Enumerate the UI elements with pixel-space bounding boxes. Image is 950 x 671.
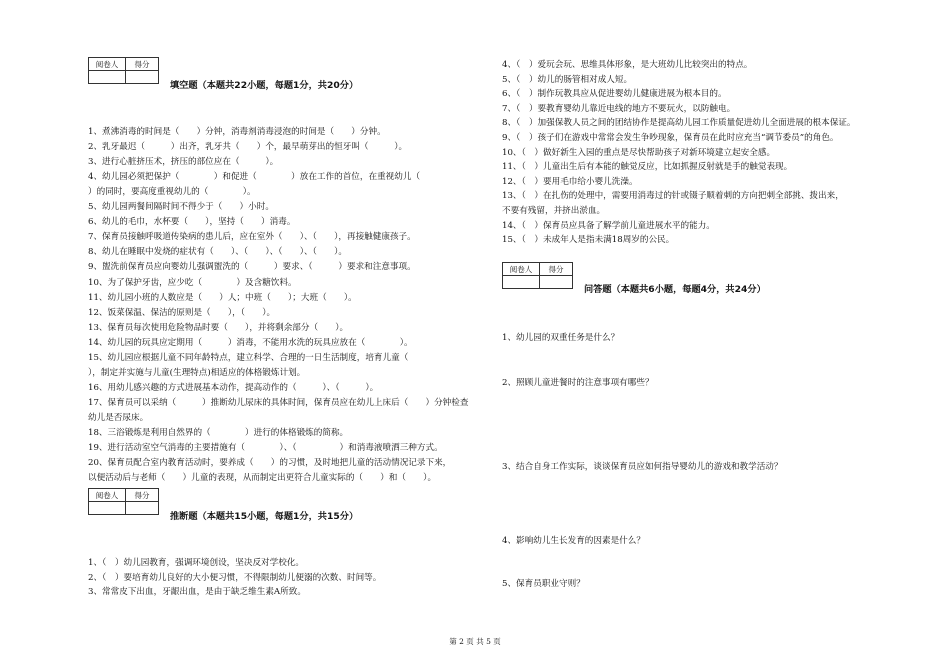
judge-question-line: 14、（ ）保育员应具备了解学前儿童进展水平的能力。	[502, 220, 715, 231]
qa-question: 5、保育员职业守则？	[502, 579, 585, 589]
judge-question-line: 不要有残留，并挤出淤血。	[502, 206, 606, 216]
judge-question-line: 2、（ ）要培育幼儿良好的大小便习惯，不得限制幼儿便溺的次数、时间等。	[88, 572, 382, 583]
judge-question-line: 9、（ ）孩子们在游戏中常常会发生争吵现象，保育员在此时应充当“调节委员”的角色。	[502, 133, 839, 143]
qa-question: 2、照顾儿童进餐时的注意事项有哪些？	[502, 378, 654, 388]
fill-question-line: 11、幼儿园小班的人数应是（ ）人；中班（ ）；大班（ ）。	[88, 292, 357, 303]
fill-question-line: 19、进行活动室空气消毒的主要措施有（ ）、（ ）和消毒液喷洒三种方式。	[88, 443, 443, 454]
qa-question: 1、幼儿园的双重任务是什么？	[502, 333, 620, 343]
score-label: 得分	[126, 58, 159, 71]
judge-question-line: 11、（ ）儿童出生后有本能的触觉反应，比如抓握反射就是手的触觉表现。	[502, 162, 793, 173]
judge-question-line: 3、常常皮下出血，牙龈出血，是由于缺乏维生素A所致。	[88, 587, 306, 597]
fill-question-line: 6、幼儿的毛巾，水杯要（ ），坚持（ ）消毒。	[88, 217, 296, 228]
fill-question-line: 12、饭菜保温、保洁的原则是（ ），（ ）。	[88, 307, 276, 318]
judge-question-line: 15、（ ）未成年人是指未满18周岁的公民。	[502, 235, 675, 246]
fill-question-line: 5、幼儿园两餐间隔时间不得少于（ ）小时。	[88, 202, 274, 213]
fill-question-line: 7、保育员接触呼吸道传染病的患儿后，应在室外（ ）、（ ），再接触健康孩子。	[88, 232, 416, 243]
score-cell	[126, 71, 159, 84]
judge-question-line: 6、（ ）制作玩教具应从促进婴幼儿健康进展为根本目的。	[502, 89, 727, 100]
fill-question-line: 4、幼儿园必须把保护（ ）和促进（ ）放在工作的首位，在重视幼儿（	[88, 172, 421, 183]
fill-question-line: ），制定并实施与儿童(生理特点)相适应的体格锻炼计划。	[88, 367, 306, 378]
fill-question-line: 幼儿是否尿床。	[88, 412, 149, 423]
fill-question-line: 2、乳牙最迟（ ）出齐，乳牙共（ ）个，最早萌芽出的恒牙叫（ ）。	[88, 142, 408, 153]
score-cell	[126, 502, 159, 515]
reviewer-label: 阅卷人	[503, 263, 540, 276]
score-label: 得分	[540, 263, 573, 276]
reviewer-cell	[503, 276, 540, 289]
qa-question: 3、结合自身工作实际，谈谈保育员应如何指导婴幼儿的游戏和教学活动？	[502, 462, 783, 472]
judge-question-line: 13、（ ）在扎伤的处理中，需要用消毒过的针或镊子顺着刺的方向把刺全部挑、拨出来，	[502, 191, 844, 202]
section-title-qa: 问答题（本题共6小题，每题4分，共24分）	[584, 284, 766, 295]
fill-question-line: 3、进行心脏挤压术，挤压的部位应在（ ）。	[88, 157, 279, 168]
judge-question-line: 7、（ ）要教育婴幼儿靠近电线的地方不要玩火，以防触电。	[502, 103, 736, 114]
judge-question-line: 4、（ ）爱玩会玩、思维具体形象，是大班幼儿比较突出的特点。	[502, 60, 753, 70]
judge-question-line: 1、（ ）幼儿园教育，强调环境创设，坚决反对学校化。	[88, 558, 305, 568]
fill-question-line: 15、幼儿园应根据儿童不同年龄特点，建立科学、合理的一日生活制度，培育儿童（	[88, 352, 409, 363]
reviewer-label: 阅卷人	[89, 489, 126, 502]
score-box-qa	[502, 262, 573, 289]
judge-question-line: 5、（ ）幼儿的肠管相对成人短。	[502, 74, 633, 85]
fill-question-line: 9、盥洗前保育员应向婴幼儿强调盥洗的（ ）要求、（ ）要求和注意事项。	[88, 262, 416, 273]
fill-question-line: ）的同时，要高度重视幼儿的（ ）。	[88, 187, 256, 198]
fill-question-line: 1、煮沸消毒的时间是（ ）分钟，消毒剂消毒浸泡的时间是（ ）分钟。	[88, 127, 386, 137]
section-title-fill: 填空题（本题共22小题，每题1分，共20分）	[170, 80, 359, 91]
score-cell	[540, 276, 573, 289]
fill-question-line: 8、幼儿在睡眠中发烧的症状有（ ）、（ ）、（ ）、（ ）。	[88, 247, 347, 258]
reviewer-cell	[89, 502, 126, 515]
fill-question-line: 10、为了保护牙齿，应少吃（ ）及含糖饮料。	[88, 277, 297, 288]
score-box-fill	[88, 57, 159, 84]
qa-question: 4、影响幼儿生长发育的因素是什么？	[502, 536, 645, 546]
section-title-judge: 推断题（本题共15小题，每题1分，共15分）	[170, 511, 359, 522]
score-box-judge	[88, 488, 159, 515]
reviewer-cell	[89, 71, 126, 84]
judge-question-line: 10、（ ）做好新生入园的重点是尽快帮助孩子对新环境建立起安全感。	[502, 147, 776, 158]
fill-question-line: 以便活动后与老师（ ）儿童的表现，从而制定出更符合儿童实际的（ ）和（ ）。	[88, 473, 437, 484]
fill-question-line: 17、保育员可以采纳（ ）推断幼儿尿床的具体时间，保育员应在幼儿上床后（ ）分钟检查	[88, 397, 469, 408]
judge-question-line: 8、（ ）加强保教人员之间的团结协作是提高幼儿园工作质量促进幼儿全面进展的根本保证。	[502, 118, 856, 129]
judge-question-line: 12、（ ）要用毛巾给小婴儿洗澡。	[502, 176, 638, 187]
reviewer-label: 阅卷人	[89, 58, 126, 71]
fill-question-line: 18、三浴锻炼是利用自然界的（ ）进行的体格锻炼的简称。	[88, 428, 349, 438]
fill-question-line: 14、幼儿园的玩具应定期用（ ）消毒，不能用水洗的玩具应放在（ ）。	[88, 337, 413, 348]
fill-question-line: 20、保育员配合室内教育活动时，要养成（ ）的习惯，及时地把儿童的活动情况记录下来，	[88, 458, 452, 469]
fill-question-line: 13、保育员每次使用危险物品时要（ ），并将剩余部分（ ）。	[88, 322, 349, 333]
fill-question-line: 16、用幼儿感兴趣的方式进展基本动作，提高动作的（ ）、（ ）。	[88, 382, 379, 393]
score-label: 得分	[126, 489, 159, 502]
page-footer: 第 2 页 共 5 页	[449, 637, 501, 646]
